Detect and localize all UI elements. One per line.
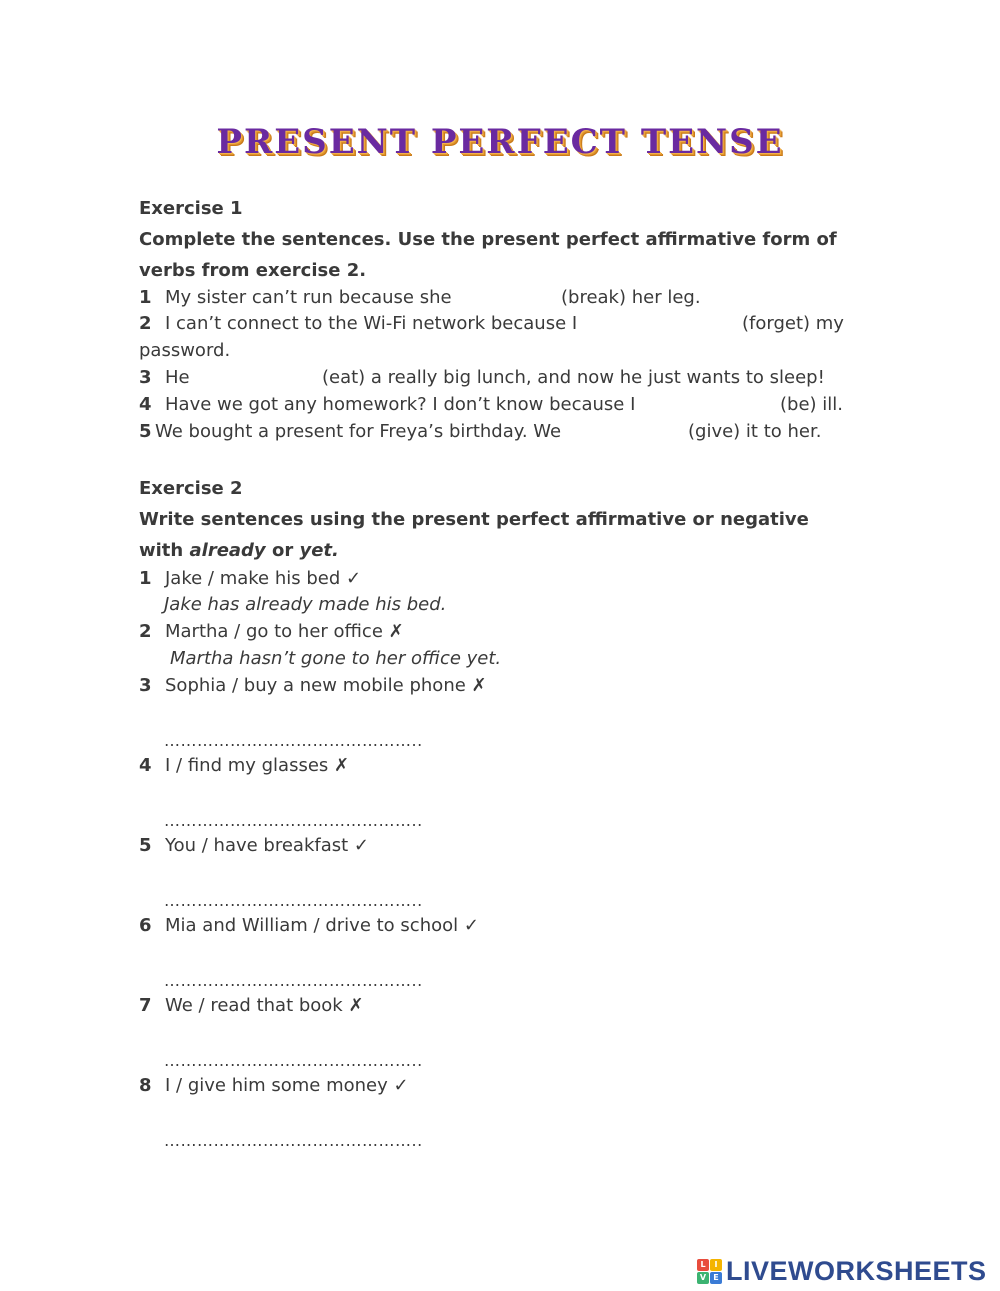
exercise1-item-5 bbox=[139, 421, 561, 443]
exercise1-instruction-line1: Complete the sentences. Use the present perfect affirmative form of bbox=[139, 229, 837, 250]
item-prompt: You / have breakfast ✓ bbox=[165, 835, 369, 856]
item-number: 3 bbox=[139, 367, 152, 388]
instruction-already: already bbox=[189, 540, 266, 561]
item-number: 2 bbox=[139, 313, 152, 334]
exercise2-item-5 bbox=[139, 835, 369, 857]
logo-letter: V bbox=[697, 1272, 709, 1284]
exercise1-item-5-after: (give) it to her. bbox=[688, 421, 822, 442]
exercise2-item-5-answer-line[interactable]: ……………………………………….. bbox=[164, 891, 423, 910]
item-text-before: We bought a present for Freya’s birthday. We bbox=[155, 421, 562, 442]
exercise1-item-2-continued: password. bbox=[139, 340, 231, 361]
exercise1-item-2 bbox=[139, 313, 577, 335]
exercise2-item-7-answer-line[interactable]: ……………………………………….. bbox=[164, 1051, 423, 1070]
item-number: 1 bbox=[139, 287, 152, 308]
exercise2-item-2 bbox=[139, 621, 404, 643]
item-number: 5 bbox=[139, 421, 152, 442]
exercise1-heading: Exercise 1 bbox=[139, 198, 243, 219]
page-title: PRESENT PERFECT TENSE bbox=[216, 122, 784, 162]
exercise2-item-8 bbox=[139, 1075, 409, 1097]
item-number: 4 bbox=[139, 394, 152, 415]
liveworksheets-logo[interactable] bbox=[697, 1256, 987, 1286]
exercise1-instruction-line2: verbs from exercise 2. bbox=[139, 260, 367, 281]
exercise2-item-8-answer-line[interactable]: ……………………………………….. bbox=[164, 1131, 423, 1150]
item-number: 3 bbox=[139, 675, 152, 696]
exercise2-item-4-answer-line[interactable]: ……………………………………….. bbox=[164, 811, 423, 830]
exercise1-item-2-after: (forget) my bbox=[742, 313, 844, 334]
instruction-with: with bbox=[139, 540, 184, 561]
exercise1-item-4 bbox=[139, 394, 635, 416]
item-prompt: I / find my glasses ✗ bbox=[165, 755, 350, 776]
exercise2-item-6 bbox=[139, 915, 479, 937]
item-prompt: Jake / make his bed ✓ bbox=[165, 568, 362, 589]
item-prompt: Mia and William / drive to school ✓ bbox=[165, 915, 479, 936]
exercise1-item-1 bbox=[139, 287, 452, 309]
exercise2-item-3 bbox=[139, 675, 487, 697]
item-text-before: Have we got any homework? I don’t know because I bbox=[165, 394, 636, 415]
item-prompt: We / read that book ✗ bbox=[165, 995, 364, 1016]
item-number: 4 bbox=[139, 755, 152, 776]
exercise1-item-1-after: (break) her leg. bbox=[561, 287, 701, 308]
instruction-yet: yet. bbox=[299, 540, 339, 561]
exercise2-item-7 bbox=[139, 995, 364, 1017]
exercise1-item-3 bbox=[139, 367, 190, 389]
exercise2-heading: Exercise 2 bbox=[139, 478, 243, 499]
item-number: 5 bbox=[139, 835, 152, 856]
item-text-before: My sister can’t run because she bbox=[165, 287, 452, 308]
exercise2-item-1-answer: Jake has already made his bed. bbox=[164, 594, 447, 615]
exercise1-item-4-after: (be) ill. bbox=[780, 394, 843, 415]
instruction-or: or bbox=[271, 540, 294, 561]
logo-text: LIVEWORKSHEETS bbox=[726, 1255, 987, 1286]
item-number: 2 bbox=[139, 621, 152, 642]
logo-letter: E bbox=[710, 1272, 722, 1284]
item-number: 6 bbox=[139, 915, 152, 936]
exercise2-item-6-answer-line[interactable]: ……………………………………….. bbox=[164, 971, 423, 990]
exercise2-item-2-answer: Martha hasn’t gone to her office yet. bbox=[170, 648, 502, 669]
exercise2-item-4 bbox=[139, 755, 349, 777]
exercise2-item-1 bbox=[139, 568, 361, 590]
item-number: 8 bbox=[139, 1075, 152, 1096]
item-prompt: I / give him some money ✓ bbox=[165, 1075, 409, 1096]
logo-letter: L bbox=[697, 1259, 709, 1271]
item-number: 7 bbox=[139, 995, 152, 1016]
exercise2-item-3-answer-line[interactable]: ……………………………………….. bbox=[164, 731, 423, 750]
exercise2-instruction-line2 bbox=[139, 540, 339, 562]
exercise2-instruction-line1: Write sentences using the present perfect affirmative or negative bbox=[139, 509, 809, 530]
item-text-before: He bbox=[165, 367, 190, 388]
item-text-before: I can’t connect to the Wi-Fi network because I bbox=[165, 313, 578, 334]
item-prompt: Sophia / buy a new mobile phone ✗ bbox=[165, 675, 487, 696]
item-number: 1 bbox=[139, 568, 152, 589]
logo-letter: I bbox=[710, 1259, 722, 1271]
item-prompt: Martha / go to her office ✗ bbox=[165, 621, 404, 642]
logo-mark-icon bbox=[697, 1259, 722, 1284]
exercise1-item-3-after: (eat) a really big lunch, and now he just wants to sleep! bbox=[322, 367, 825, 388]
